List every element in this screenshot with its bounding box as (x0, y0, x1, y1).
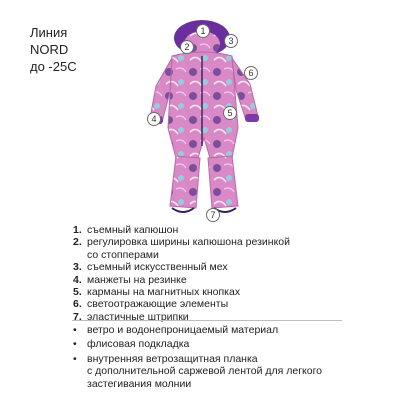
feature-text: светоотражающие элементы (87, 298, 229, 311)
heading-line-1: Линия (30, 25, 68, 40)
marker-1: 1 (196, 24, 210, 38)
feature-item (73, 286, 393, 298)
marker-7: 7 (206, 208, 220, 222)
feature-item (73, 311, 393, 323)
notes-list (73, 324, 393, 392)
feature-item (73, 261, 393, 273)
feature-number: 1. (73, 224, 82, 236)
snowsuit-body (168, 52, 238, 158)
left-leg (170, 156, 200, 208)
divider (72, 320, 342, 321)
feature-item (73, 298, 393, 310)
marker-5: 5 (223, 106, 237, 120)
product-line-heading (30, 24, 77, 75)
right-leg (208, 156, 238, 208)
bullet: • (73, 338, 77, 351)
feature-text: съемный капюшон (87, 224, 179, 236)
feature-item (73, 236, 393, 261)
feature-list (73, 224, 393, 323)
note-text: внутренняя ветрозащитная планка с дополнительной саржевой лентой для легкого застегивания молнии (87, 352, 323, 390)
heading-line-3: до -25С (30, 59, 77, 74)
marker-2: 2 (180, 40, 194, 54)
feature-number: 3. (73, 261, 82, 274)
note-text: ветро и водонепроницаемый материал (87, 324, 279, 336)
feature-number: 4. (73, 273, 82, 286)
feature-text: манжеты на резинке (87, 273, 187, 286)
feature-item (73, 274, 393, 286)
feature-text: карманы на магнитных кнопках (87, 286, 241, 299)
feature-number: 2. (73, 236, 82, 249)
left-stirrup (172, 208, 194, 212)
feature-text: регулировка ширины капюшона резинкой со стопперами (87, 236, 291, 261)
note-item (73, 324, 393, 336)
marker-4: 4 (147, 112, 161, 126)
feature-text: съемный искусственный мех (87, 261, 228, 274)
note-text: флисовая подкладка (87, 338, 190, 351)
right-cuff (245, 114, 259, 122)
feature-number: 7. (73, 310, 82, 323)
feature-number: 6. (73, 298, 82, 311)
note-item (73, 338, 393, 350)
heading-line-2: NORD (30, 42, 69, 57)
bullet: • (73, 352, 77, 365)
note-item (73, 353, 393, 390)
marker-3: 3 (224, 34, 238, 48)
feature-number: 5. (73, 286, 82, 299)
feature-text: эластичные штрипки (87, 310, 189, 323)
marker-6: 6 (244, 66, 258, 80)
feature-item (73, 224, 393, 236)
bullet: • (73, 324, 77, 336)
